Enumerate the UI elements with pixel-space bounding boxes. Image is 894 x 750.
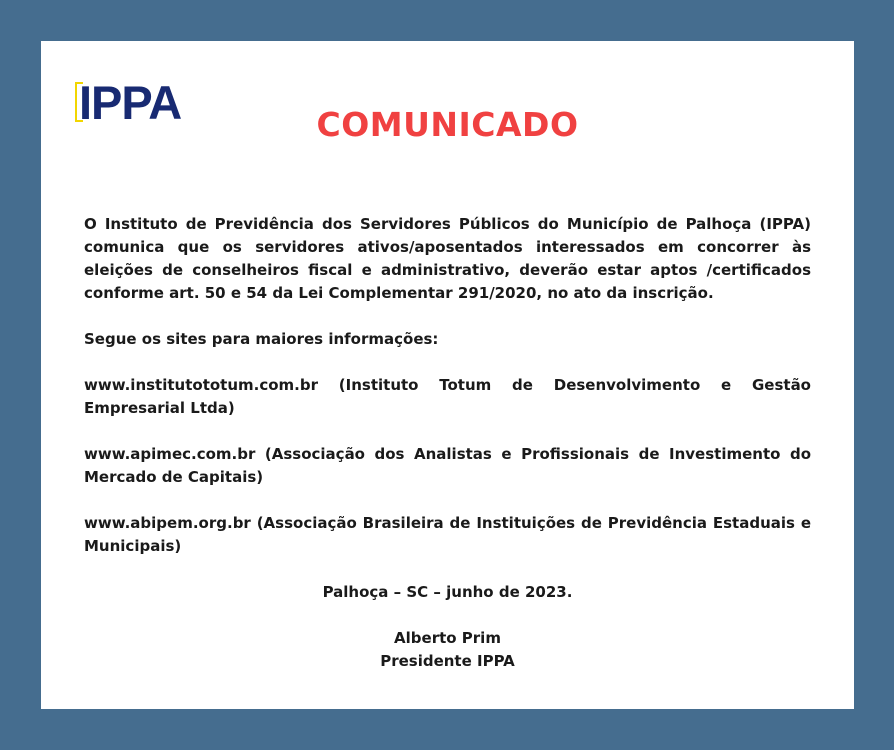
site-item-apimec: www.apimec.com.br (Associação dos Analistas e Profissionais de Investimento do Mercado de Capitais) (84, 445, 811, 486)
logo-text: IPPA (79, 76, 182, 129)
signature-name: Alberto Prim (394, 629, 501, 647)
intro-paragraph: O Instituto de Previdência dos Servidores Públicos do Município de Palhoça (IPPA) comunica que os servidores ativos/aposentados interessados em concorrer às eleições de conselheiros fiscal e administrativo, deverão estar aptos /certificados conforme art. 50 e 54 da Lei Complementar 291/2020, no ato da inscrição. (84, 215, 811, 302)
signature-role: Presidente IPPA (380, 652, 515, 670)
notice-body (84, 213, 811, 673)
site-item-totum: www.institutototum.com.br (Instituto Totum de Desenvolvimento e Gestão Empresarial Ltda) (84, 376, 811, 417)
page-title: COMUNICADO (316, 105, 579, 144)
sites-heading: Segue os sites para maiores informações: (84, 330, 439, 348)
place-date: Palhoça – SC – junho de 2023. (322, 583, 573, 601)
site-item-abipem: www.abipem.org.br (Associação Brasileira de Instituições de Previdência Estaduais e Municipais) (84, 514, 811, 555)
notice-card (41, 41, 854, 709)
